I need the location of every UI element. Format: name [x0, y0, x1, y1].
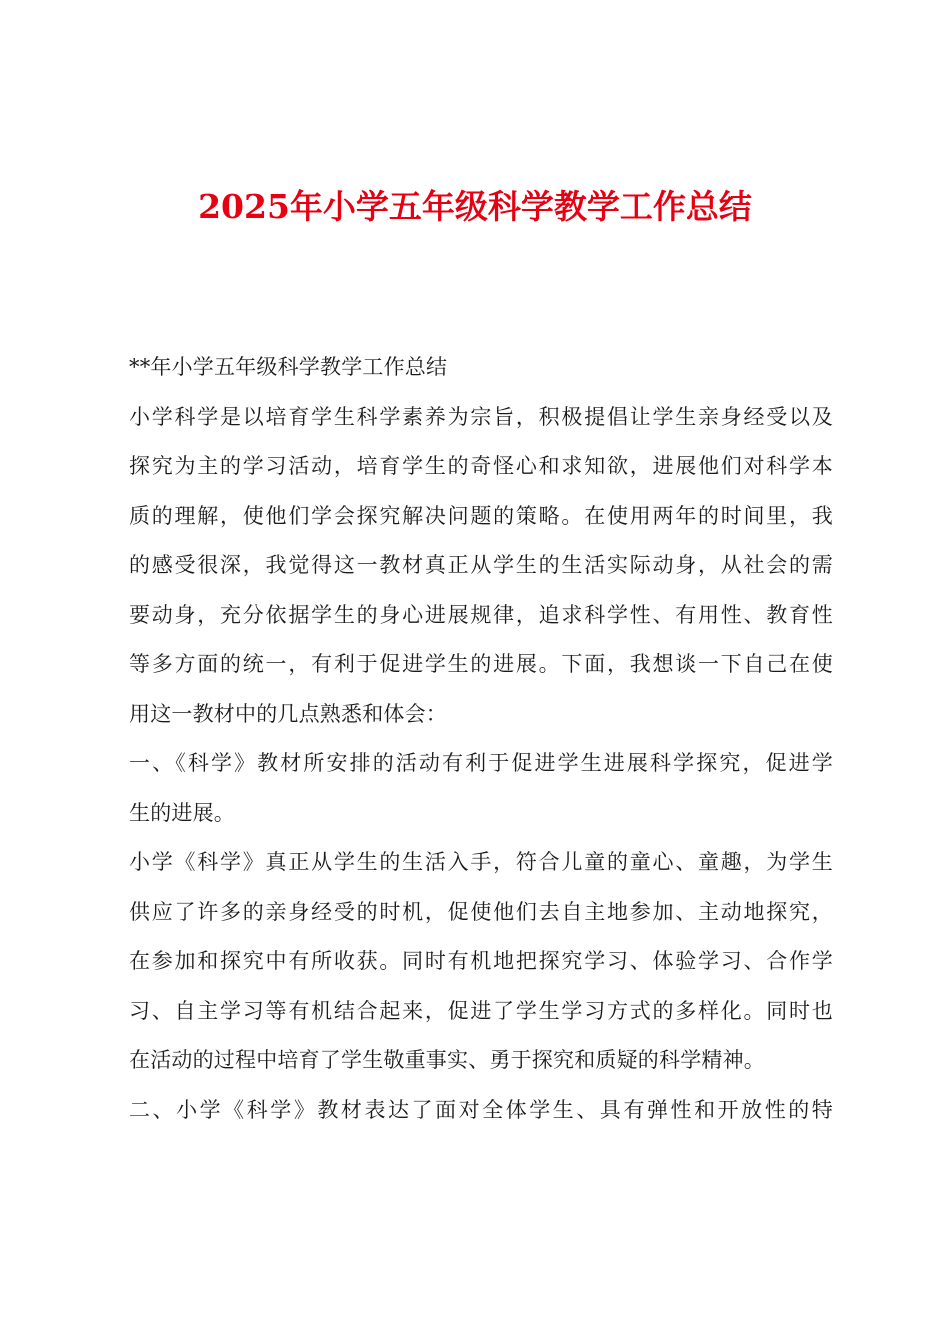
section-heading-line: 一、《科学》教材所安排的活动有利于促进学生进展科学探究，促进学 — [129, 751, 833, 775]
document-body — [129, 343, 833, 1135]
paragraph-line: 用这一教材中的几点熟悉和体会： — [129, 701, 447, 726]
paragraph-line: 质的理解，使他们学会探究解决问题的策略。在使用两年的时间里，我 — [129, 503, 833, 528]
paragraph-line: 等多方面的统一，有利于促进学生的进展。下面，我想谈一下自己在使 — [129, 652, 833, 676]
section-heading-line: 二、小学《科学》教材表达了面对全体学生、具有弹性和开放性的特 — [129, 1097, 833, 1122]
paragraph-line: 习、自主学习等有机结合起来，促进了学生学习方式的多样化。同时也 — [129, 998, 833, 1023]
paragraph-line: 的感受很深，我觉得这一教材真正从学生的生活实际动身，从社会的需 — [129, 553, 833, 577]
paragraph-line: 供应了许多的亲身经受的时机，促使他们去自主地参加、主动地探究， — [129, 899, 833, 924]
paragraph-line: 在活动的过程中培育了学生敬重事实、勇于探究和质疑的科学精神。 — [129, 1048, 765, 1072]
paragraph-line: 小学科学是以培育学生科学素养为宗旨，积极提倡让学生亲身经受以及 — [129, 404, 833, 429]
document-title: 2025年小学五年级科学教学工作总结 — [198, 187, 752, 226]
paragraph-line: 在参加和探究中有所收获。同时有机地把探究学习、体验学习、合作学 — [129, 949, 833, 973]
section-heading-line: 生的进展。 — [129, 800, 235, 825]
subtitle-line: **年小学五年级科学教学工作总结 — [129, 355, 448, 379]
paragraph-line: 小学《科学》真正从学生的生活入手，符合儿童的童心、童趣，为学生 — [129, 850, 833, 874]
paragraph-line: 探究为主的学习活动，培育学生的奇怪心和求知欲，进展他们对科学本 — [129, 454, 833, 478]
paragraph-line: 要动身，充分依据学生的身心进展规律，追求科学性、有用性、教育性 — [129, 602, 833, 627]
